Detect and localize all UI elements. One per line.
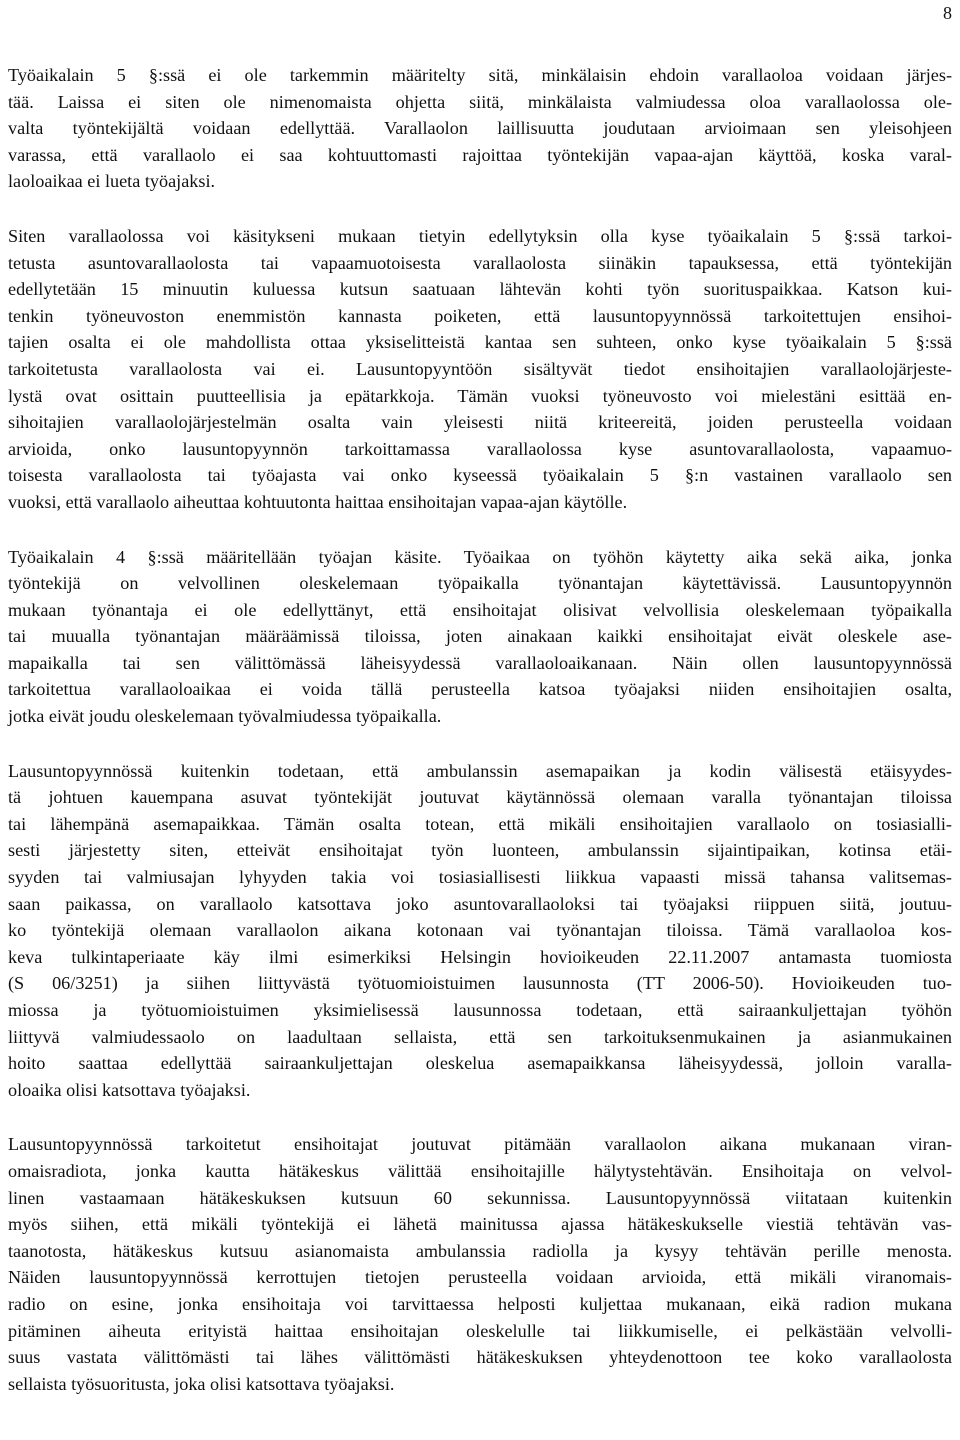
paragraph <box>8 1131 952 1397</box>
text-line: saan paikassa, on varallaolo katsottava joko asuntovarallaoloksi tai työajaksi riippuen siitä, joutuu- <box>8 893 952 914</box>
text-line: taanotosta, hätäkeskus kutsuu asianomaista ambulanssia radiolla ja kysyy tehtävän perille menosta. <box>8 1240 952 1261</box>
text-line: tajien osalta ei ole mahdollista ottaa yksiselitteistä kantaa sen suhteen, onko kyse työaikalain 5 §:ssä <box>8 332 952 353</box>
paragraph <box>8 758 952 1104</box>
text-line: lystä ovat osittain puutteellisia ja epätarkkoja. Tämän vuoksi työneuvosto voi mielestäni esittää en- <box>8 385 952 406</box>
text-line: tä johtuen kauempana asuvat työntekijät joutuvat käytännössä olemaan varalla työnantajan tiloissa <box>8 787 952 808</box>
text-line: tai muualla työnantajan määräämissä tiloissa, joten ainakaan kaikki ensihoitajat eivät oleskele ase- <box>8 626 952 647</box>
text-line: sesti järjestetty siten, etteivät ensihoitajat työn luonteen, ambulanssin sijaintipaikan, kotinsa etäi- <box>8 840 952 861</box>
text-line: valta työntekijältä voidaan edellyttää. Varallaolon laillisuutta joudutaan arvioimaan sen yleisohjeen <box>8 118 952 139</box>
text-line: jotka eivät joudu oleskelemaan työvalmiudessa työpaikalla. <box>8 706 442 727</box>
text-line: syyden tai valmiusajan lyhyyden takia voi tosiasiallisesti liikkua vapaasti missä tahansa valitsemas- <box>8 867 952 888</box>
text-line: Lausuntopyynnössä kuitenkin todetaan, että ambulanssin asemapaikan ja kodin välisestä etäisyydes- <box>8 760 952 781</box>
text-line: keva tulkintaperiaate käy ilmi esimerkiksi Helsingin hovioikeuden 22.11.2007 antamasta tuomiosta <box>8 946 952 967</box>
text-line: pitäminen aiheuta erityistä haittaa ensihoitajan oleskelulle tai liikkumiselle, ei pelkästään velvolli- <box>8 1320 952 1341</box>
document-body <box>8 62 952 1425</box>
text-line: oloaika olisi katsottava työajaksi. <box>8 1079 251 1100</box>
text-line: liittyvä valmiudessaolo on laadultaan sellaista, että sen tarkoituksenmukainen ja asianmukainen <box>8 1026 952 1047</box>
text-line: linen vastaamaan hätäkeskuksen kutsuun 60 sekunnissa. Lausuntopyynnössä viitataan kuitenkin <box>8 1187 952 1208</box>
text-line: tenkin työneuvoston enemmistön kannasta poiketen, että lausuntopyynnössä tarkoitettujen ensihoi- <box>8 305 952 326</box>
text-line: sihoitajien varallaolojärjestelmän osalta vain yleisesti niitä kriteereitä, joiden perusteella voidaan <box>8 412 952 433</box>
text-line: laoloaikaa ei lueta työajaksi. <box>8 171 216 192</box>
text-line: miossa ja työtuomioistuimen yksimielisessä lausunnossa todetaan, että sairaankuljettajan työhön <box>8 1000 952 1020</box>
text-line: Näiden lausuntopyynnössä kerrottujen tietojen perusteella voidaan arvioida, että mikäli viranomais- <box>8 1267 952 1288</box>
text-line: mukaan työnantaja ei ole edellyttänyt, että ensihoitajat olisivat velvollisia oleskelemaan työpaikalla <box>8 599 952 620</box>
paragraph <box>8 223 952 516</box>
text-line: tetusta asuntovarallaolosta tai vapaamuotoisesta varallaolosta siinäkin tapauksessa, että työntekijän <box>8 252 952 273</box>
text-line: mapaikalla tai sen välittömässä läheisyydessä varallaoloaikanaan. Näin ollen lausuntopyynnössä <box>8 652 952 673</box>
text-line: Työaikalain 4 §:ssä määritellään työajan käsite. Työaikaa on työhön käytetty aika sekä aika, jonka <box>8 546 952 567</box>
text-line: edellytetään 15 minuutin kuluessa kutsun saatuaan lähtevän kohti työn suorituspaikkaa. Katson kui- <box>8 279 952 300</box>
text-line: (S 06/3251) ja siihen liittyvästä työtuomioistuimen lausunnosta (TT 2006-50). Hovioikeuden tuo- <box>8 973 952 994</box>
text-line: toisesta varallaolosta tai työajasta vai onko kyseessä työaikalain 5 §:n vastainen varallaolo sen <box>8 465 952 486</box>
text-line: varassa, että varallaolo ei saa kohtuuttomasti rajoittaa työntekijän vapaa-ajan käyttöä, koska varal- <box>8 144 952 165</box>
text-line: sellaista työsuoritusta, joka olisi katsottava työajaksi. <box>8 1373 395 1394</box>
text-line: Siten varallaolossa voi käsitykseni mukaan tietyin edellytyksin olla kyse työaikalain 5 §:ssä tarkoi- <box>8 225 952 246</box>
paragraph <box>8 544 952 730</box>
text-line: ko työntekijä olemaan varallaolon aikana kotonaan vai työnantajan tiloissa. Tämä varallaoloa kos- <box>8 920 952 941</box>
text-line: arvioida, onko lausuntopyynnön tarkoittamassa varallaolossa kyse asuntovarallaolosta, vapaamuo- <box>8 438 952 459</box>
text-line: tarkoitettua varallaoloaikaa ei voida tällä perusteella katsoa työajaksi niiden ensihoitajien osalta, <box>8 679 952 700</box>
text-line: tarkoitetusta varallaolosta vai ei. Lausuntopyyntöön sisältyvät tiedot ensihoitajien varallaolojärjeste- <box>8 358 952 379</box>
text-line: radio on esine, jonka ensihoitaja voi tarvittaessa helposti kuljettaa mukanaan, eikä radion mukana <box>8 1293 952 1314</box>
text-line: Lausuntopyynnössä tarkoitetut ensihoitajat joutuvat pitämään varallaolon aikana mukanaan viran- <box>8 1134 952 1155</box>
text-line: tää. Laissa ei siten ole nimenomaista ohjetta siitä, minkälaista valmiudessa oloa varallaolossa ole- <box>8 91 952 112</box>
text-line: suus vastata välittömästi tai lähes välittömästi hätäkeskuksen yhteydenottoon tee koko varallaolosta <box>8 1347 952 1368</box>
text-line: myös siihen, että mikäli työntekijä ei lähetä mainitussa ajassa hätäkeskukselle viestiä tehtävän vas- <box>8 1214 952 1235</box>
text-line: vuoksi, että varallaolo aiheuttaa kohtuutonta haittaa ensihoitajan vapaa-ajan käytölle. <box>8 491 628 512</box>
paragraph <box>8 62 952 195</box>
text-line: hoito saattaa edellyttää sairaankuljettajan oleskelua asemapaikkansa läheisyydessä, jolloin varalla- <box>8 1053 952 1074</box>
text-line: työntekijä on velvollinen oleskelemaan työpaikalla työnantajan käytettävissä. Lausuntopyynnön <box>8 573 952 594</box>
text-line: tai lähempänä asemapaikkaa. Tämän osalta totean, että mikäli ensihoitajien varallaolo on tosiasialli- <box>8 813 952 834</box>
text-line: omaisradiota, jonka kautta hätäkeskus välittää ensihoitajille hälytystehtävän. Ensihoitaja on velvol- <box>8 1160 952 1181</box>
text-line: Työaikalain 5 §:ssä ei ole tarkemmin määritelty sitä, minkälaisin ehdoin varallaoloa voidaan järjes- <box>8 65 952 85</box>
page-number: 8 <box>943 3 952 23</box>
